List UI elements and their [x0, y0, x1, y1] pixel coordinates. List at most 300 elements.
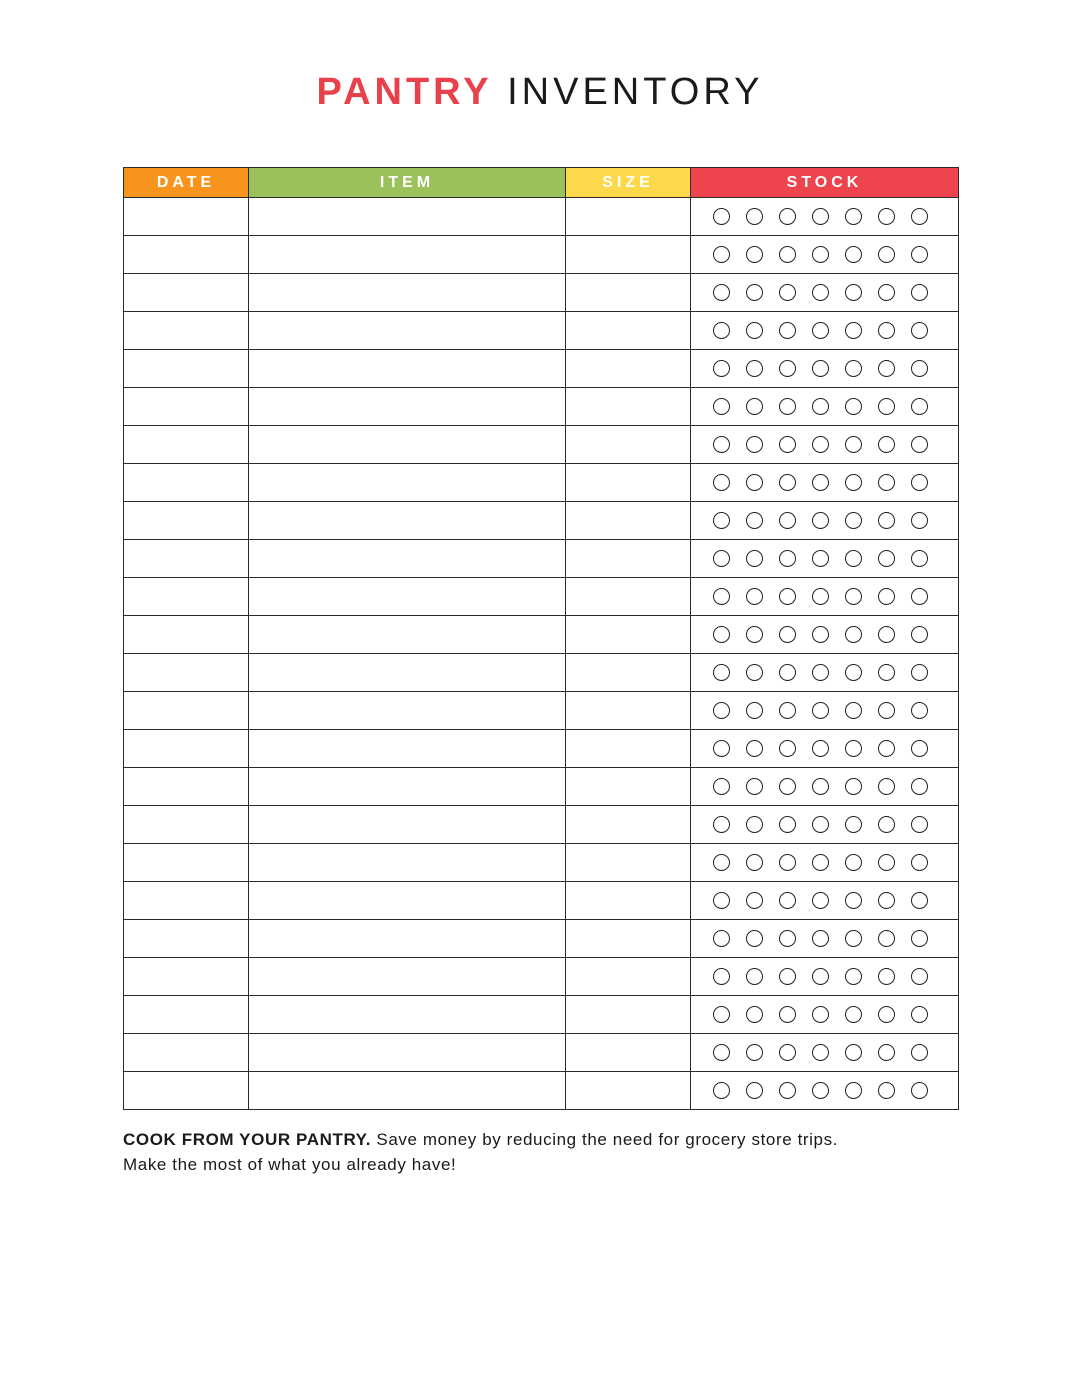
stock-circle-checkbox[interactable] — [812, 474, 829, 491]
stock-circle-checkbox[interactable] — [911, 778, 928, 795]
stock-circle-checkbox[interactable] — [746, 208, 763, 225]
stock-circle-checkbox[interactable] — [713, 474, 730, 491]
stock-circle-checkbox[interactable] — [746, 398, 763, 415]
date-cell[interactable] — [124, 388, 249, 426]
stock-circle-checkbox[interactable] — [845, 398, 862, 415]
stock-circle-checkbox[interactable] — [779, 816, 796, 833]
stock-circle-checkbox[interactable] — [878, 436, 895, 453]
stock-circle-checkbox[interactable] — [911, 360, 928, 377]
stock-circle-checkbox[interactable] — [812, 702, 829, 719]
size-cell[interactable] — [566, 768, 691, 806]
stock-circles — [691, 654, 958, 691]
table-row — [124, 844, 959, 882]
stock-circle-checkbox[interactable] — [713, 246, 730, 263]
stock-circle-checkbox[interactable] — [878, 1082, 895, 1099]
stock-circle-checkbox[interactable] — [779, 892, 796, 909]
item-cell[interactable] — [249, 654, 566, 692]
size-cell[interactable] — [566, 274, 691, 312]
date-cell[interactable] — [124, 464, 249, 502]
stock-circle-checkbox[interactable] — [812, 1082, 829, 1099]
stock-circle-checkbox[interactable] — [779, 322, 796, 339]
item-cell[interactable] — [249, 958, 566, 996]
stock-circle-checkbox[interactable] — [812, 398, 829, 415]
stock-circle-checkbox[interactable] — [911, 246, 928, 263]
date-cell[interactable] — [124, 730, 249, 768]
stock-cell — [691, 274, 959, 312]
stock-circle-checkbox[interactable] — [878, 208, 895, 225]
stock-circle-checkbox[interactable] — [713, 322, 730, 339]
footer-note — [123, 1127, 963, 1177]
size-cell[interactable] — [566, 616, 691, 654]
stock-circle-checkbox[interactable] — [911, 854, 928, 871]
stock-cell — [691, 1072, 959, 1110]
stock-circle-checkbox[interactable] — [812, 284, 829, 301]
stock-cell — [691, 388, 959, 426]
stock-circle-checkbox[interactable] — [713, 778, 730, 795]
stock-cell — [691, 1034, 959, 1072]
stock-circle-checkbox[interactable] — [845, 1082, 862, 1099]
stock-circle-checkbox[interactable] — [746, 436, 763, 453]
stock-circle-checkbox[interactable] — [878, 740, 895, 757]
stock-circle-checkbox[interactable] — [845, 208, 862, 225]
stock-circle-checkbox[interactable] — [878, 474, 895, 491]
stock-circle-checkbox[interactable] — [911, 322, 928, 339]
stock-circle-checkbox[interactable] — [845, 664, 862, 681]
stock-circle-checkbox[interactable] — [746, 626, 763, 643]
stock-circles — [691, 616, 958, 653]
size-cell[interactable] — [566, 730, 691, 768]
date-cell[interactable] — [124, 198, 249, 236]
date-cell[interactable] — [124, 920, 249, 958]
stock-circle-checkbox[interactable] — [812, 436, 829, 453]
item-cell[interactable] — [249, 1072, 566, 1110]
stock-circle-checkbox[interactable] — [845, 588, 862, 605]
size-cell[interactable] — [566, 502, 691, 540]
table-row — [124, 958, 959, 996]
stock-circle-checkbox[interactable] — [845, 740, 862, 757]
stock-circle-checkbox[interactable] — [713, 626, 730, 643]
stock-cell — [691, 502, 959, 540]
stock-circles — [691, 464, 958, 501]
stock-circle-checkbox[interactable] — [812, 1006, 829, 1023]
footer-line2: Make the most of what you already have! — [123, 1155, 457, 1174]
date-cell[interactable] — [124, 350, 249, 388]
item-cell[interactable] — [249, 502, 566, 540]
stock-circle-checkbox[interactable] — [812, 588, 829, 605]
stock-circle-checkbox[interactable] — [713, 550, 730, 567]
date-cell[interactable] — [124, 654, 249, 692]
stock-circle-checkbox[interactable] — [878, 702, 895, 719]
stock-circle-checkbox[interactable] — [812, 360, 829, 377]
stock-circle-checkbox[interactable] — [746, 1006, 763, 1023]
date-cell[interactable] — [124, 768, 249, 806]
stock-circle-checkbox[interactable] — [779, 854, 796, 871]
table-row — [124, 996, 959, 1034]
header-stock: STOCK — [691, 168, 959, 198]
table-row — [124, 350, 959, 388]
stock-circle-checkbox[interactable] — [713, 892, 730, 909]
stock-circle-checkbox[interactable] — [812, 892, 829, 909]
stock-cell — [691, 654, 959, 692]
stock-circle-checkbox[interactable] — [911, 436, 928, 453]
size-cell[interactable] — [566, 882, 691, 920]
stock-circle-checkbox[interactable] — [779, 588, 796, 605]
stock-circle-checkbox[interactable] — [845, 1044, 862, 1061]
stock-circle-checkbox[interactable] — [911, 892, 928, 909]
date-cell[interactable] — [124, 578, 249, 616]
stock-circle-checkbox[interactable] — [746, 1044, 763, 1061]
size-cell[interactable] — [566, 806, 691, 844]
stock-circle-checkbox[interactable] — [911, 208, 928, 225]
date-cell[interactable] — [124, 312, 249, 350]
stock-cell — [691, 806, 959, 844]
stock-circle-checkbox[interactable] — [845, 474, 862, 491]
stock-circle-checkbox[interactable] — [812, 550, 829, 567]
stock-circle-checkbox[interactable] — [878, 664, 895, 681]
table-row — [124, 540, 959, 578]
item-cell[interactable] — [249, 920, 566, 958]
stock-circle-checkbox[interactable] — [812, 512, 829, 529]
stock-circles — [691, 312, 958, 349]
stock-circle-checkbox[interactable] — [878, 778, 895, 795]
stock-circle-checkbox[interactable] — [713, 360, 730, 377]
stock-circle-checkbox[interactable] — [713, 208, 730, 225]
stock-circle-checkbox[interactable] — [779, 474, 796, 491]
stock-circle-checkbox[interactable] — [878, 322, 895, 339]
stock-circle-checkbox[interactable] — [779, 740, 796, 757]
stock-circle-checkbox[interactable] — [779, 1044, 796, 1061]
size-cell[interactable] — [566, 920, 691, 958]
item-cell[interactable] — [249, 540, 566, 578]
table-row — [124, 464, 959, 502]
stock-circle-checkbox[interactable] — [812, 626, 829, 643]
size-cell[interactable] — [566, 1034, 691, 1072]
stock-cell — [691, 198, 959, 236]
item-cell[interactable] — [249, 882, 566, 920]
stock-circles — [691, 236, 958, 273]
table-row — [124, 198, 959, 236]
stock-circle-checkbox[interactable] — [878, 246, 895, 263]
stock-circle-checkbox[interactable] — [845, 550, 862, 567]
item-cell[interactable] — [249, 388, 566, 426]
stock-circle-checkbox[interactable] — [845, 930, 862, 947]
table-body — [124, 198, 959, 1110]
stock-circle-checkbox[interactable] — [878, 1044, 895, 1061]
stock-circle-checkbox[interactable] — [746, 968, 763, 985]
stock-circle-checkbox[interactable] — [713, 436, 730, 453]
stock-circle-checkbox[interactable] — [911, 702, 928, 719]
stock-circle-checkbox[interactable] — [713, 664, 730, 681]
table-row — [124, 426, 959, 464]
stock-circle-checkbox[interactable] — [911, 626, 928, 643]
stock-circle-checkbox[interactable] — [746, 930, 763, 947]
stock-circle-checkbox[interactable] — [911, 1044, 928, 1061]
stock-circle-checkbox[interactable] — [779, 968, 796, 985]
stock-circle-checkbox[interactable] — [878, 550, 895, 567]
stock-circle-checkbox[interactable] — [779, 398, 796, 415]
stock-circles — [691, 920, 958, 957]
stock-circle-checkbox[interactable] — [812, 246, 829, 263]
stock-circle-checkbox[interactable] — [812, 740, 829, 757]
stock-cell — [691, 692, 959, 730]
stock-circle-checkbox[interactable] — [878, 588, 895, 605]
stock-cell — [691, 312, 959, 350]
stock-circle-checkbox[interactable] — [779, 1082, 796, 1099]
stock-circle-checkbox[interactable] — [878, 284, 895, 301]
stock-cell — [691, 540, 959, 578]
size-cell[interactable] — [566, 236, 691, 274]
table-row — [124, 730, 959, 768]
stock-circle-checkbox[interactable] — [746, 854, 763, 871]
stock-circle-checkbox[interactable] — [911, 550, 928, 567]
stock-circle-checkbox[interactable] — [812, 208, 829, 225]
size-cell[interactable] — [566, 844, 691, 882]
stock-circle-checkbox[interactable] — [713, 816, 730, 833]
stock-circle-checkbox[interactable] — [746, 284, 763, 301]
stock-circle-checkbox[interactable] — [713, 1006, 730, 1023]
stock-circle-checkbox[interactable] — [779, 930, 796, 947]
stock-circle-checkbox[interactable] — [746, 246, 763, 263]
table-row — [124, 692, 959, 730]
stock-circle-checkbox[interactable] — [746, 360, 763, 377]
table-row — [124, 578, 959, 616]
stock-circle-checkbox[interactable] — [713, 854, 730, 871]
stock-circle-checkbox[interactable] — [713, 702, 730, 719]
size-cell[interactable] — [566, 464, 691, 502]
stock-circle-checkbox[interactable] — [746, 892, 763, 909]
item-cell[interactable] — [249, 692, 566, 730]
stock-circles — [691, 882, 958, 919]
stock-circle-checkbox[interactable] — [878, 816, 895, 833]
stock-circle-checkbox[interactable] — [779, 360, 796, 377]
table-row — [124, 768, 959, 806]
stock-circle-checkbox[interactable] — [812, 322, 829, 339]
stock-circle-checkbox[interactable] — [779, 284, 796, 301]
stock-circles — [691, 996, 958, 1033]
stock-circle-checkbox[interactable] — [779, 778, 796, 795]
footer-text: Save money by reducing the need for grocery store trips. — [371, 1130, 839, 1149]
stock-cell — [691, 616, 959, 654]
stock-circle-checkbox[interactable] — [911, 588, 928, 605]
size-cell[interactable] — [566, 312, 691, 350]
stock-circle-checkbox[interactable] — [779, 246, 796, 263]
stock-circle-checkbox[interactable] — [845, 246, 862, 263]
stock-circle-checkbox[interactable] — [845, 626, 862, 643]
size-cell[interactable] — [566, 1072, 691, 1110]
stock-circle-checkbox[interactable] — [812, 854, 829, 871]
stock-circle-checkbox[interactable] — [911, 1082, 928, 1099]
stock-circle-checkbox[interactable] — [746, 816, 763, 833]
stock-circle-checkbox[interactable] — [779, 550, 796, 567]
stock-circle-checkbox[interactable] — [845, 892, 862, 909]
date-cell[interactable] — [124, 958, 249, 996]
stock-circle-checkbox[interactable] — [878, 360, 895, 377]
stock-circles — [691, 730, 958, 767]
stock-circle-checkbox[interactable] — [911, 740, 928, 757]
stock-cell — [691, 882, 959, 920]
stock-circle-checkbox[interactable] — [845, 816, 862, 833]
stock-circle-checkbox[interactable] — [713, 284, 730, 301]
stock-circle-checkbox[interactable] — [746, 512, 763, 529]
item-cell[interactable] — [249, 806, 566, 844]
stock-circle-checkbox[interactable] — [746, 1082, 763, 1099]
stock-cell — [691, 350, 959, 388]
stock-circles — [691, 540, 958, 577]
item-cell[interactable] — [249, 996, 566, 1034]
stock-circle-checkbox[interactable] — [779, 664, 796, 681]
stock-circle-checkbox[interactable] — [845, 360, 862, 377]
stock-circles — [691, 502, 958, 539]
size-cell[interactable] — [566, 350, 691, 388]
title-rest: INVENTORY — [507, 71, 764, 113]
stock-circle-checkbox[interactable] — [911, 930, 928, 947]
stock-circle-checkbox[interactable] — [878, 968, 895, 985]
item-cell[interactable] — [249, 198, 566, 236]
stock-circle-checkbox[interactable] — [713, 930, 730, 947]
stock-circle-checkbox[interactable] — [911, 1006, 928, 1023]
stock-circle-checkbox[interactable] — [845, 1006, 862, 1023]
stock-circle-checkbox[interactable] — [845, 702, 862, 719]
item-cell[interactable] — [249, 464, 566, 502]
stock-circle-checkbox[interactable] — [911, 512, 928, 529]
table-row — [124, 616, 959, 654]
stock-circle-checkbox[interactable] — [779, 512, 796, 529]
date-cell[interactable] — [124, 806, 249, 844]
stock-circle-checkbox[interactable] — [845, 512, 862, 529]
stock-circle-checkbox[interactable] — [911, 474, 928, 491]
size-cell[interactable] — [566, 198, 691, 236]
stock-circle-checkbox[interactable] — [746, 474, 763, 491]
stock-cell — [691, 236, 959, 274]
stock-circle-checkbox[interactable] — [779, 626, 796, 643]
date-cell[interactable] — [124, 274, 249, 312]
stock-circle-checkbox[interactable] — [746, 664, 763, 681]
stock-circle-checkbox[interactable] — [845, 284, 862, 301]
size-cell[interactable] — [566, 388, 691, 426]
size-cell[interactable] — [566, 654, 691, 692]
stock-circle-checkbox[interactable] — [713, 588, 730, 605]
item-cell[interactable] — [249, 1034, 566, 1072]
date-cell[interactable] — [124, 236, 249, 274]
stock-circle-checkbox[interactable] — [911, 284, 928, 301]
stock-circle-checkbox[interactable] — [713, 1044, 730, 1061]
item-cell[interactable] — [249, 236, 566, 274]
stock-circle-checkbox[interactable] — [746, 550, 763, 567]
item-cell[interactable] — [249, 312, 566, 350]
stock-circle-checkbox[interactable] — [713, 740, 730, 757]
item-cell[interactable] — [249, 844, 566, 882]
stock-circle-checkbox[interactable] — [911, 968, 928, 985]
date-cell[interactable] — [124, 996, 249, 1034]
item-cell[interactable] — [249, 426, 566, 464]
stock-circle-checkbox[interactable] — [779, 702, 796, 719]
item-cell[interactable] — [249, 274, 566, 312]
stock-cell — [691, 844, 959, 882]
date-cell[interactable] — [124, 882, 249, 920]
stock-circle-checkbox[interactable] — [713, 398, 730, 415]
size-cell[interactable] — [566, 578, 691, 616]
stock-circle-checkbox[interactable] — [845, 322, 862, 339]
stock-circles — [691, 578, 958, 615]
stock-circle-checkbox[interactable] — [878, 398, 895, 415]
stock-circle-checkbox[interactable] — [812, 930, 829, 947]
date-cell[interactable] — [124, 502, 249, 540]
item-cell[interactable] — [249, 768, 566, 806]
stock-circle-checkbox[interactable] — [713, 512, 730, 529]
date-cell[interactable] — [124, 540, 249, 578]
stock-circle-checkbox[interactable] — [812, 664, 829, 681]
date-cell[interactable] — [124, 1034, 249, 1072]
item-cell[interactable] — [249, 350, 566, 388]
size-cell[interactable] — [566, 958, 691, 996]
stock-circle-checkbox[interactable] — [911, 816, 928, 833]
stock-circles — [691, 1034, 958, 1071]
stock-circle-checkbox[interactable] — [746, 322, 763, 339]
stock-circles — [691, 844, 958, 881]
date-cell[interactable] — [124, 616, 249, 654]
date-cell[interactable] — [124, 1072, 249, 1110]
item-cell[interactable] — [249, 730, 566, 768]
stock-circle-checkbox[interactable] — [812, 1044, 829, 1061]
stock-circle-checkbox[interactable] — [845, 436, 862, 453]
item-cell[interactable] — [249, 578, 566, 616]
stock-circle-checkbox[interactable] — [845, 968, 862, 985]
stock-circle-checkbox[interactable] — [746, 588, 763, 605]
date-cell[interactable] — [124, 844, 249, 882]
stock-circles — [691, 388, 958, 425]
stock-circles — [691, 350, 958, 387]
stock-circle-checkbox[interactable] — [746, 702, 763, 719]
stock-circle-checkbox[interactable] — [878, 512, 895, 529]
stock-circle-checkbox[interactable] — [911, 398, 928, 415]
table-row — [124, 502, 959, 540]
table-row — [124, 654, 959, 692]
stock-circle-checkbox[interactable] — [812, 778, 829, 795]
stock-cell — [691, 578, 959, 616]
stock-circles — [691, 806, 958, 843]
stock-circle-checkbox[interactable] — [878, 626, 895, 643]
stock-circle-checkbox[interactable] — [911, 664, 928, 681]
stock-circle-checkbox[interactable] — [812, 968, 829, 985]
stock-circle-checkbox[interactable] — [779, 208, 796, 225]
stock-circle-checkbox[interactable] — [878, 854, 895, 871]
stock-circle-checkbox[interactable] — [779, 436, 796, 453]
stock-circle-checkbox[interactable] — [746, 740, 763, 757]
header-size: SIZE — [566, 168, 691, 198]
stock-circle-checkbox[interactable] — [878, 892, 895, 909]
size-cell[interactable] — [566, 692, 691, 730]
table-row — [124, 1034, 959, 1072]
date-cell[interactable] — [124, 426, 249, 464]
stock-circles — [691, 198, 958, 235]
item-cell[interactable] — [249, 616, 566, 654]
size-cell[interactable] — [566, 426, 691, 464]
size-cell[interactable] — [566, 540, 691, 578]
stock-circle-checkbox[interactable] — [713, 1082, 730, 1099]
stock-circle-checkbox[interactable] — [713, 968, 730, 985]
stock-circle-checkbox[interactable] — [812, 816, 829, 833]
stock-circle-checkbox[interactable] — [878, 930, 895, 947]
stock-circle-checkbox[interactable] — [779, 1006, 796, 1023]
stock-circle-checkbox[interactable] — [746, 778, 763, 795]
stock-cell — [691, 996, 959, 1034]
table-row — [124, 274, 959, 312]
stock-circle-checkbox[interactable] — [845, 854, 862, 871]
size-cell[interactable] — [566, 996, 691, 1034]
stock-circle-checkbox[interactable] — [845, 778, 862, 795]
stock-circle-checkbox[interactable] — [878, 1006, 895, 1023]
date-cell[interactable] — [124, 692, 249, 730]
